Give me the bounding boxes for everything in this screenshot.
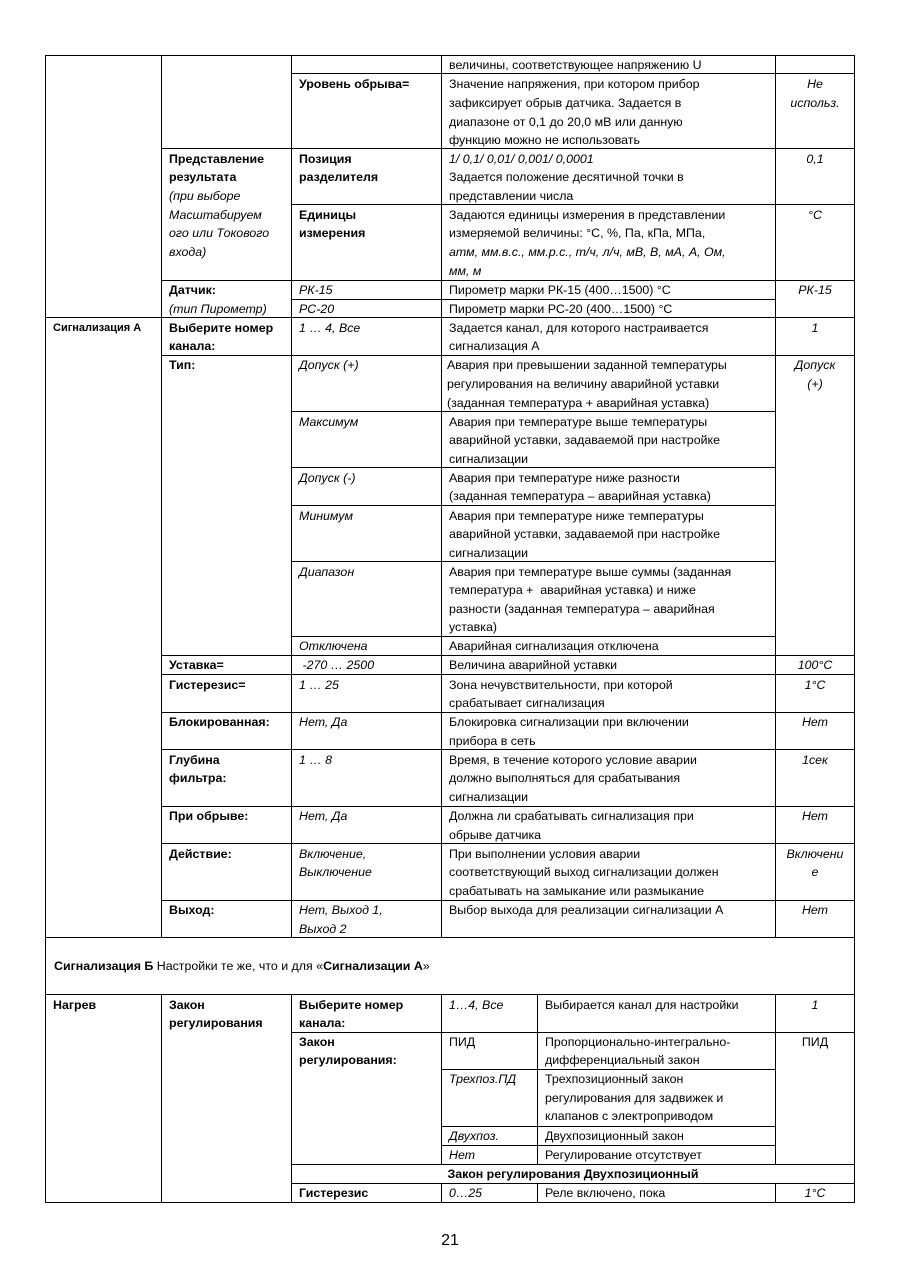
- alarm-type-default-2: (+): [807, 377, 823, 391]
- separator-param-2: разделителя: [299, 170, 379, 184]
- separator-values: 1/ 0,1/ 0,01/ 0,001/ 0,0001: [449, 152, 594, 166]
- alarm-row-desc: сигнализации: [449, 790, 529, 804]
- alarm-row-values: Включение,: [299, 847, 367, 861]
- alarm-row-default: Нет: [801, 715, 829, 729]
- separator-desc-1: Задается положение десятичной точки в: [449, 170, 684, 184]
- alarm-row-default: 100°C: [797, 658, 833, 672]
- alarm-row-desc: срабатывать на замыкание или размыкание: [449, 884, 704, 898]
- alarm-type-default-1: Допуск: [794, 358, 836, 372]
- heating-law-group-2: регулирования: [169, 1016, 263, 1030]
- heating-hyst-param: Гистерезис: [299, 1186, 369, 1200]
- alarm-row-default: Нет: [801, 903, 829, 917]
- alarm-type-param: Тип:: [169, 358, 196, 372]
- alarm-row-desc: Блокировка сигнализации при включении: [449, 715, 689, 729]
- break-level-desc-3: диапазоне от 0,1 до 20,0 мВ или данную: [449, 115, 683, 129]
- repr-group-1: Представление: [169, 152, 264, 166]
- alarm-channel-default: 1: [811, 321, 819, 335]
- heating-law-value: Трехпоз.ПД: [449, 1072, 517, 1086]
- units-desc-2: измеряемой величины: °C, %, Па, кПа, МПа,: [449, 226, 706, 240]
- units-param-1: Единицы: [299, 208, 357, 222]
- alarm-row-param: Выход:: [169, 903, 215, 917]
- alarm-row-values: Нет, Да: [299, 809, 348, 823]
- alarm-row-param: Гистерезис=: [169, 678, 246, 692]
- heating-channel-param-1: Выберите номер: [299, 998, 404, 1012]
- heating-law-default: ПИД: [801, 1035, 829, 1049]
- alarm-b-title: Сигнализация Б: [54, 959, 154, 973]
- sensor-default: РК-15: [798, 283, 832, 297]
- alarm-type-desc: регулирования на величину аварийной уставки: [447, 377, 720, 391]
- break-level-default-1: Не: [807, 77, 823, 91]
- alarm-type-desc: температура + аварийная уставка) и ниже: [449, 583, 696, 597]
- alarm-row-desc: срабатывает сигнализация: [449, 696, 605, 710]
- alarm-row-default: Включени: [786, 847, 844, 861]
- break-level-param: Уровень обрыва=: [299, 77, 410, 91]
- heating-law-group-1: Закон: [169, 998, 205, 1012]
- alarm-row-default: е: [811, 865, 819, 879]
- alarm-type-value: Максимум: [299, 415, 359, 429]
- alarm-type-desc: (заданная температура + аварийная уставка): [447, 396, 710, 410]
- heating-channel-param-2: канала:: [299, 1016, 346, 1030]
- repr-note-2: Масштабируем: [169, 208, 262, 222]
- alarm-row-values: -270 … 2500: [299, 658, 375, 672]
- alarm-row-values: 1 … 8: [299, 753, 333, 767]
- alarm-b-close: »: [422, 959, 430, 973]
- alarm-channel-param-2: канала:: [169, 339, 216, 353]
- section-alarm-a: Сигнализация А: [53, 322, 142, 334]
- sensor-value-1: РК-15: [299, 283, 333, 297]
- heating-law-param-1: Закон: [299, 1035, 335, 1049]
- alarm-type-value: Допуск (-): [299, 471, 356, 485]
- alarm-row-desc: Выбор выхода для реализации сигнализации А: [449, 903, 724, 917]
- heating-channel-values: 1…4, Все: [449, 998, 504, 1012]
- sensor-desc-1: Пирометр марки РК-15 (400…1500) °C: [449, 283, 671, 297]
- heating-hyst-desc: Реле включено, пока: [545, 1186, 666, 1200]
- alarm-row-default: 1°C: [804, 678, 826, 692]
- alarm-b-note: [54, 957, 430, 976]
- alarm-type-desc: Авария при температуре выше температуры: [449, 415, 708, 429]
- break-level-desc-4: функцию можно не использовать: [449, 133, 640, 147]
- alarm-row-param: При обрыве:: [169, 809, 249, 823]
- alarm-row-desc: При выполнении условия аварии: [449, 847, 641, 861]
- alarm-type-value: Диапазон: [299, 565, 355, 579]
- heating-law-desc: регулирования для задвижек и: [545, 1091, 724, 1105]
- alarm-channel-desc-1: Задается канал, для которого настраивается: [449, 321, 709, 335]
- repr-group-2: результата: [169, 170, 237, 184]
- alarm-type-value: Отключена: [299, 639, 368, 653]
- heating-law-value: Двухпоз.: [449, 1129, 499, 1143]
- alarm-row-param: Действие:: [169, 847, 232, 861]
- heating-law-param-2: регулирования:: [299, 1053, 397, 1067]
- alarm-row-default: Нет: [801, 809, 829, 823]
- units-desc-1: Задаются единицы измерения в представлении: [449, 208, 726, 222]
- alarm-type-value: Минимум: [299, 509, 353, 523]
- sensor-note: (тип Пирометр): [169, 302, 267, 316]
- alarm-row-values: Выключение: [299, 865, 372, 879]
- alarm-row-values: 1 … 25: [299, 678, 339, 692]
- units-desc-3: атм, мм.в.с., мм.р.с., т/ч, л/ч, мВ, В, мА, А, Ом,: [449, 245, 726, 259]
- alarm-row-desc: обрыве датчика: [449, 828, 542, 842]
- continued-description: величины, соответствующее напряжению U: [449, 58, 702, 72]
- repr-note-1: (при выборе: [169, 189, 241, 203]
- alarm-type-desc: Авария при температуре ниже разности: [449, 471, 680, 485]
- units-param-2: измерения: [299, 226, 366, 240]
- alarm-channel-values: 1 … 4, Все: [299, 321, 361, 335]
- alarm-row-desc: Зона нечувствительности, при которой: [449, 678, 673, 692]
- heating-law-desc: Двухпозиционный закон: [545, 1129, 684, 1143]
- heating-hyst-default: 1°C: [804, 1186, 826, 1200]
- alarm-type-desc: Авария при превышении заданной температуры: [447, 358, 727, 372]
- alarm-type-desc: (заданная температура – аварийная уставка): [449, 489, 711, 503]
- alarm-type-desc: разности (заданная температура – аварийная: [449, 602, 715, 616]
- sensor-value-2: РС-20: [299, 302, 335, 316]
- alarm-row-desc: прибора в сеть: [449, 734, 536, 748]
- heating-hyst-values: 0…25: [449, 1186, 483, 1200]
- alarm-type-desc: аварийной уставки, задаваемой при настройке: [449, 433, 720, 447]
- alarm-type-desc: Авария при температуре ниже температуры: [449, 509, 704, 523]
- break-level-default-2: использ.: [790, 96, 840, 110]
- heating-law-desc: Пропорционально-интегрально-: [545, 1035, 731, 1049]
- sensor-desc-2: Пирометр марки РС-20 (400…1500) °C: [449, 302, 673, 316]
- alarm-row-desc: должно выполняться для срабатывания: [449, 771, 681, 785]
- alarm-row-param: Блокированная:: [169, 715, 270, 729]
- units-desc-4: мм, м: [449, 264, 482, 278]
- alarm-type-desc: уставка): [449, 620, 497, 634]
- break-level-desc-2: зафиксирует обрыв датчика. Задается в: [449, 96, 682, 110]
- heating-law-desc: Регулирование отсутствует: [545, 1148, 702, 1162]
- heating-channel-default: 1: [811, 998, 819, 1012]
- repr-note-4: входа): [169, 245, 207, 259]
- alarm-type-value: Допуск (+): [299, 358, 359, 372]
- alarm-channel-desc-2: сигнализация А: [449, 339, 540, 353]
- heating-law-desc: Трехпозиционный закон: [545, 1072, 684, 1086]
- alarm-b-ref: Сигнализации А: [323, 959, 423, 973]
- alarm-row-desc: Время, в течение которого условие аварии: [449, 753, 697, 767]
- alarm-row-default: 1сек: [802, 753, 828, 767]
- heating-law-desc: дифференциальный закон: [545, 1053, 700, 1067]
- separator-default: 0,1: [806, 152, 824, 166]
- units-default: °C: [808, 208, 822, 222]
- heating-law-value: ПИД: [449, 1035, 476, 1049]
- alarm-type-desc: сигнализации: [449, 546, 529, 560]
- alarm-type-desc: Авария при температуре выше суммы (заданная: [449, 565, 732, 579]
- alarm-row-param: Глубина: [169, 753, 220, 767]
- break-level-desc-1: Значение напряжения, при котором прибор: [449, 77, 700, 91]
- alarm-row-param: фильтра:: [169, 771, 227, 785]
- repr-note-3: ого или Токового: [169, 226, 270, 240]
- alarm-row-desc: Величина аварийной уставки: [449, 658, 618, 672]
- alarm-b-text: Настройки те же, что и для «: [153, 959, 324, 973]
- alarm-row-param: Уставка=: [169, 658, 224, 672]
- alarm-row-values: Выход 2: [299, 922, 347, 936]
- heating-channel-desc: Выбирается канал для настройки: [545, 998, 739, 1012]
- alarm-type-desc: сигнализации: [449, 452, 529, 466]
- two-pos-header: Закон регулирования Двухпозиционный: [447, 1167, 699, 1181]
- alarm-row-desc: соответствующий выход сигнализации должен: [449, 865, 719, 879]
- section-heating: Нагрев: [53, 998, 97, 1012]
- alarm-channel-param-1: Выберите номер: [169, 321, 274, 335]
- heating-law-desc: клапанов с электроприводом: [545, 1109, 714, 1123]
- alarm-type-desc: аварийной уставки, задаваемой при настройке: [449, 527, 720, 541]
- sensor-group: Датчик:: [169, 283, 216, 297]
- alarm-row-values: Нет, Выход 1,: [299, 903, 383, 917]
- separator-param-1: Позиция: [299, 152, 352, 166]
- alarm-row-values: Нет, Да: [299, 715, 348, 729]
- alarm-row-desc: Должна ли срабатывать сигнализация при: [449, 809, 694, 823]
- page-number: 21: [441, 1232, 459, 1249]
- separator-desc-2: представлении числа: [449, 189, 574, 203]
- heating-law-value: Нет: [449, 1148, 476, 1162]
- alarm-type-desc: Аварийная сигнализация отключена: [449, 639, 659, 653]
